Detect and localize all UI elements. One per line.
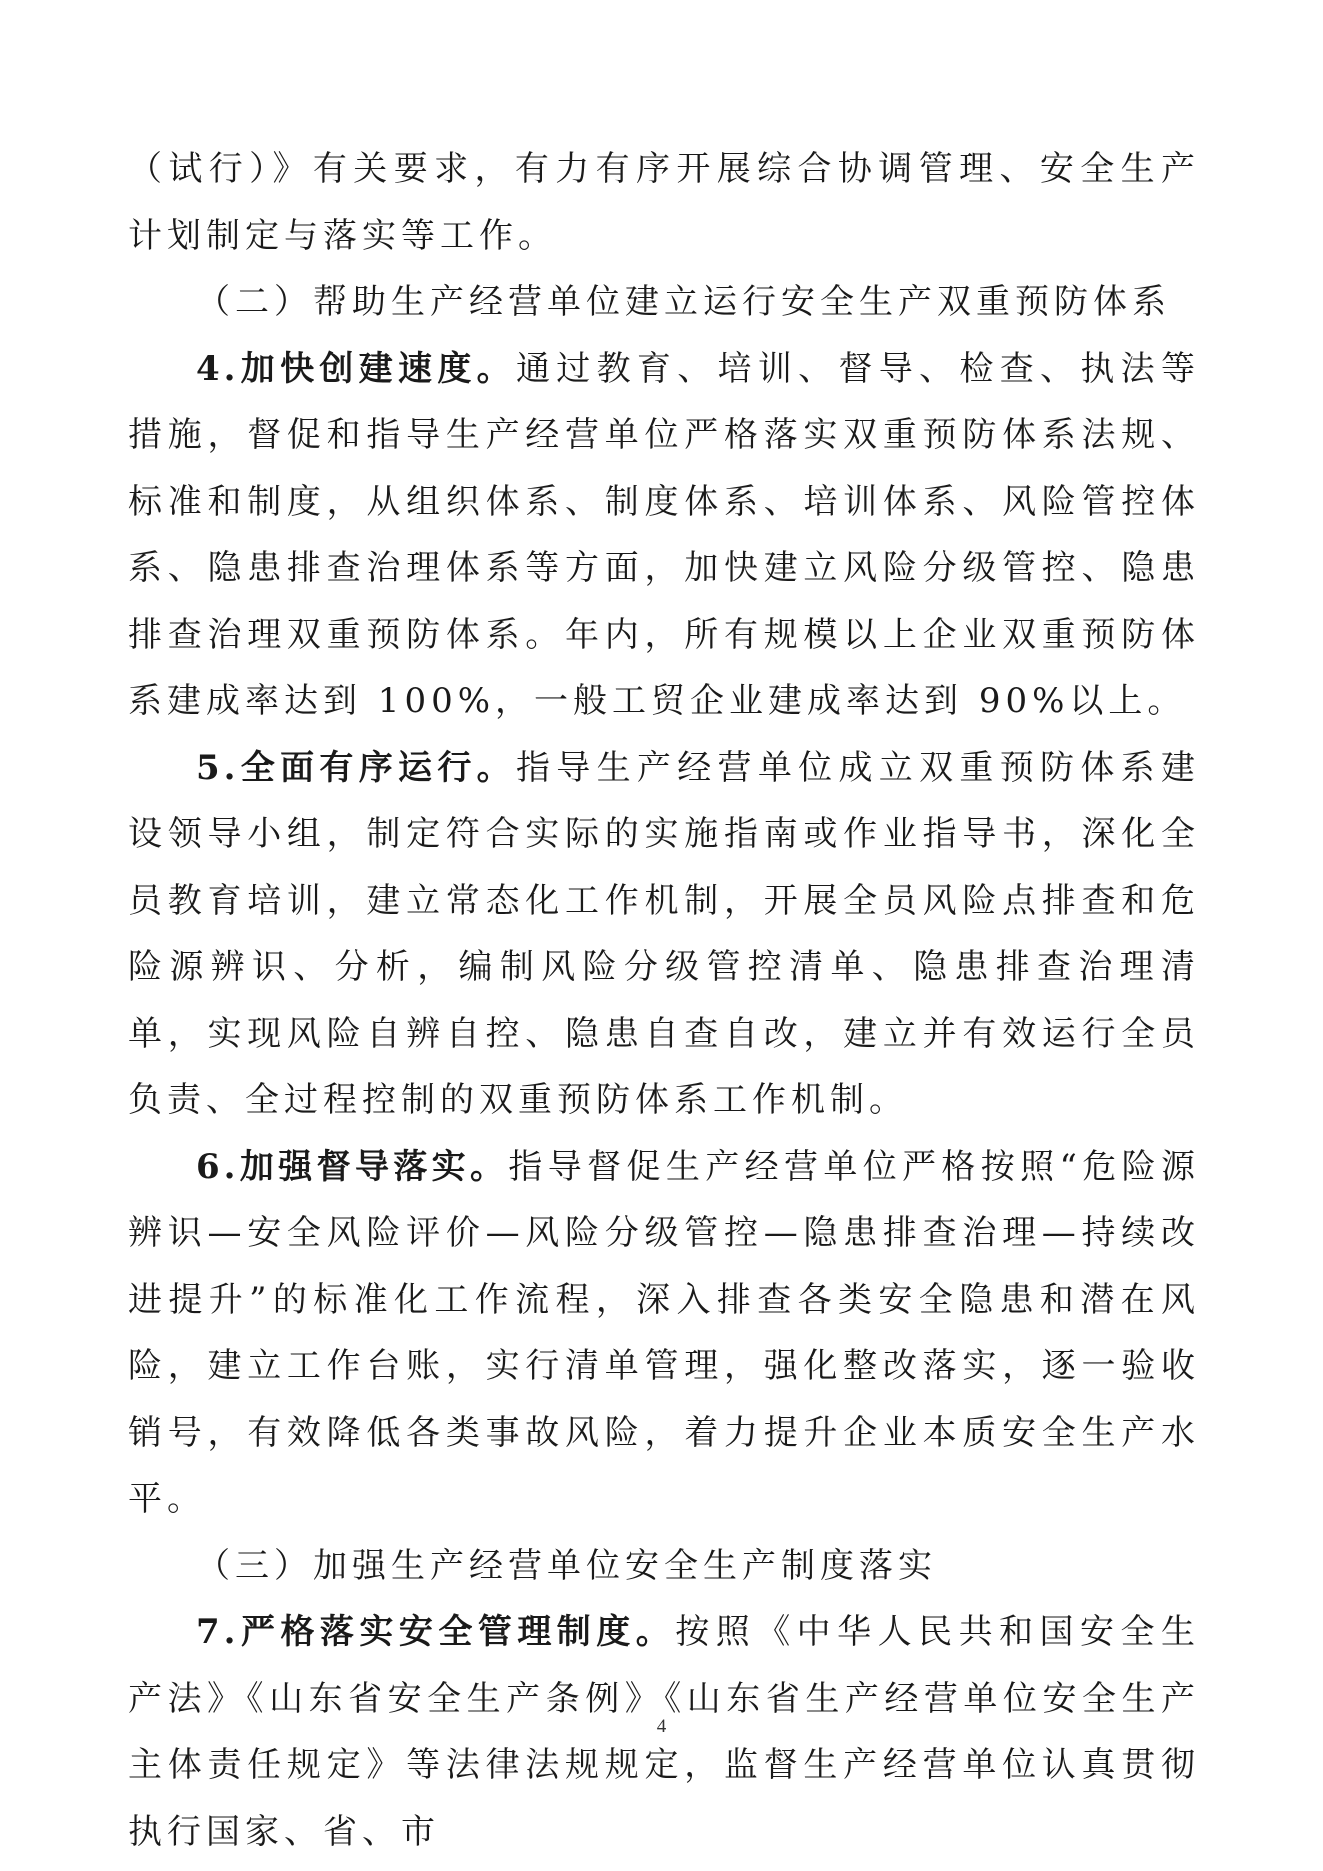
item-4-paragraph [128, 336, 1200, 735]
item-6-text: 指导督促生产经营单位严格按照“危险源辨识—安全风险评价—风险分级管控—隐患排查治理—持续改进提升”的标准化工作流程，深入排查各类安全隐患和潜在风险，建立工作台账，实行清单管理，强化整改落实，逐一验收销号，有效降低各类事故风险，着力提升企业本质安全生产水平。 [128, 1146, 1200, 1519]
item-4-text: 通过教育、培训、督导、检查、执法等措施，督促和指导生产经营单位严格落实双重预防体系法规、标准和制度，从组织体系、制度体系、培训体系、风险管控体系、隐患排查治理体系等方面，加快建立风险分级管控、隐患排查治理双重预防体系。年内，所有规模以上企业双重预防体系建成率达到 100%，一般工贸企业建成率达到 90%以上。 [128, 348, 1200, 721]
document-body [128, 136, 1200, 1865]
item-7-text: 按照《中华人民共和国安全生产法》《山东省安全生产条例》《山东省生产经营单位安全生产主体责任规定》等法律法规规定，监督生产经营单位认真贯彻执行国家、省、市 [128, 1612, 1200, 1852]
item-5-lead: 5.全面有序运行。 [196, 747, 516, 788]
section-heading-2: （二）帮助生产经营单位建立运行安全生产双重预防体系 [196, 282, 1171, 322]
item-4-lead: 4.加快创建速度。 [196, 348, 516, 389]
page-number: 4 [656, 1716, 667, 1737]
continuation-paragraph: （试行）》有关要求，有力有序开展综合协调管理、安全生产计划制定与落实等工作。 [128, 149, 1200, 256]
section-heading-3: （三）加强生产经营单位安全生产制度落实 [196, 1545, 937, 1586]
item-5-text: 指导生产经营单位成立双重预防体系建设领导小组，制定符合实际的实施指南或作业指导书，深化全员教育培训，建立常态化工作机制，开展全员风险点排查和危险源辨识、分析，编制风险分级管控清单、隐患排查治理清单，实现风险自辨自控、隐患自查自改，建立并有效运行全员负责、全过程控制的双重预防体系工作机制。 [128, 747, 1200, 1120]
item-6-paragraph [128, 1134, 1200, 1533]
item-7-lead: 7.严格落实安全管理制度。 [196, 1612, 676, 1652]
item-5-paragraph [128, 735, 1200, 1134]
item-6-lead: 6.加强督导落实。 [196, 1146, 509, 1187]
